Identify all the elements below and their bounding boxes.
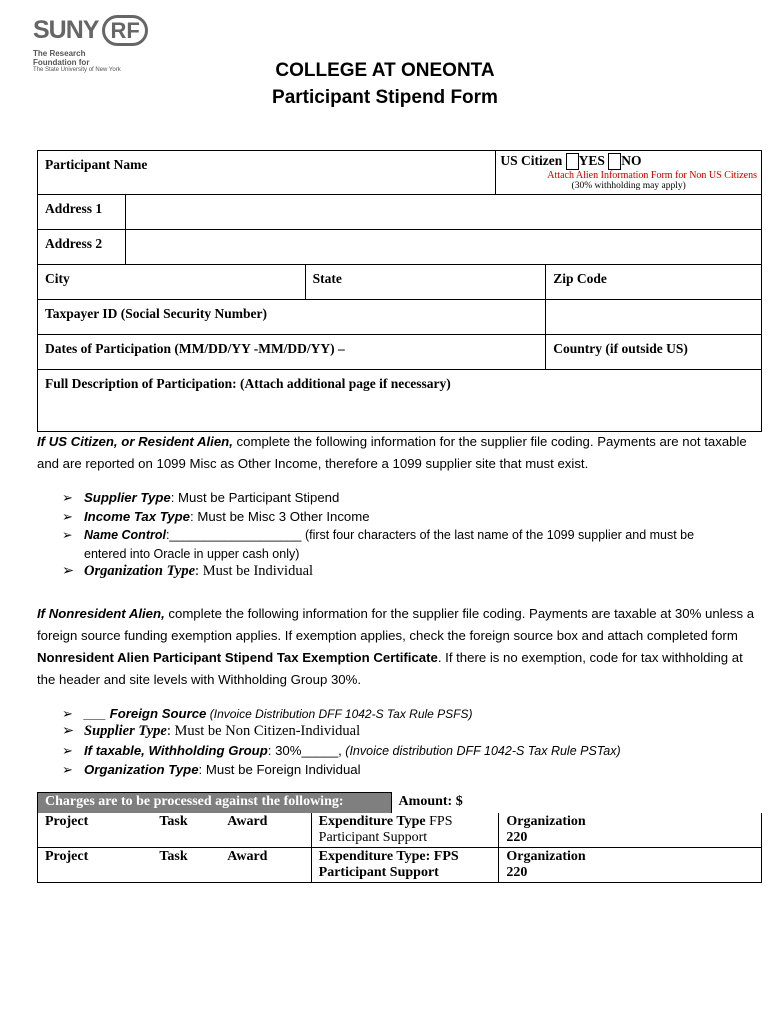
page-subtitle: Participant Stipend Form xyxy=(272,87,498,108)
nra-b4-label: Organization Type xyxy=(84,762,199,777)
us-bullet-3: ➢ Name Control:___________________ (first four characters of the last name of the 1099 supplier and must be entered into Oracle in upper cash only) xyxy=(62,528,695,561)
yes-label: YES xyxy=(578,153,605,168)
nra-text1: complete the following information for the supplier file coding. Payments are taxable at 30% unless a foreign source funding exemption applies. If exemption applies, check the foreign source box and attach completed form xyxy=(37,606,755,643)
amount-field[interactable] xyxy=(391,793,761,813)
participant-name-label: Participant Name xyxy=(45,157,148,172)
us-b4-label: Organization Type xyxy=(84,563,196,579)
award-field[interactable] xyxy=(220,813,311,848)
us-b1-text: : Must be Participant Stipend xyxy=(170,490,340,505)
country-label: Country (if outside US) xyxy=(553,341,688,356)
us-b2-label: Income Tax Type xyxy=(84,509,191,524)
task-field[interactable] xyxy=(152,848,220,883)
expenditure-value: FPS xyxy=(425,813,453,829)
charges-table xyxy=(37,792,762,883)
attach-alien-note: Attach Alien Information Form for Non US Citizens xyxy=(547,170,757,182)
task-label: Task xyxy=(159,849,188,864)
taxpayer-id-extra xyxy=(546,300,762,335)
country-field[interactable] xyxy=(546,335,762,370)
us-bullet-2: ➢ Income Tax Type: Must be Misc 3 Other Income xyxy=(62,509,370,524)
us-b1-label: Supplier Type xyxy=(84,490,171,505)
nra-b1-text: (Invoice Distribution DFF 1042-S Tax Rule PSFS) xyxy=(206,707,473,721)
dates-field[interactable] xyxy=(38,335,546,370)
nra-bullet-3: ➢ If taxable, Withholding Group: 30%_____, (Invoice distribution DFF 1042-S Tax Rule PSTax) xyxy=(62,743,621,758)
nra-form-name: Nonresident Alien Participant Stipend Tax Exemption Certificate xyxy=(37,650,438,665)
us-citizen-label: US Citizen xyxy=(500,153,563,168)
address1-label: Address 1 xyxy=(38,195,126,230)
logo-rf-badge: RF xyxy=(102,15,147,46)
expenditure-cell xyxy=(311,848,499,883)
city-field[interactable] xyxy=(38,265,306,300)
city-label: City xyxy=(45,271,70,286)
nra-b2-label: Supplier Type xyxy=(84,723,167,739)
logo-line3: The State University of New York xyxy=(33,67,121,73)
us-b4-text: : Must be Individual xyxy=(195,563,314,579)
logo-line2: Foundation for xyxy=(33,58,90,67)
award-field[interactable] xyxy=(220,848,311,883)
organization-value: 220 xyxy=(506,865,528,880)
withholding-note: (30% withholding may apply) xyxy=(571,181,686,192)
nra-paragraph xyxy=(37,603,762,691)
us-citizen-lead: If US Citizen, or Resident Alien, xyxy=(37,434,233,449)
project-field[interactable] xyxy=(38,813,153,848)
address2-field[interactable] xyxy=(125,230,761,265)
us-citizen-cell xyxy=(496,151,762,195)
nra-bullet-1: ➢ ___ Foreign Source (Invoice Distribution DFF 1042-S Tax Rule PSFS) xyxy=(62,706,473,721)
dates-label: Dates of Participation (MM/DD/YY -MM/DD/YY) – xyxy=(45,341,345,356)
us-bullet-4: ➢ Organization Type: Must be Individual xyxy=(62,563,314,579)
no-checkbox[interactable] xyxy=(608,153,621,170)
organization-label: Organization xyxy=(506,849,586,864)
us-b2-text: : Must be Misc 3 Other Income xyxy=(190,509,370,524)
nra-bullet-2: ➢ Supplier Type: Must be Non Citizen-Individual xyxy=(62,723,361,739)
award-label: Award xyxy=(227,813,268,829)
nra-b3-label: If taxable, Withholding Group xyxy=(84,743,268,758)
address1-field[interactable] xyxy=(125,195,761,230)
yes-checkbox[interactable] xyxy=(566,153,579,170)
charge-row xyxy=(38,848,762,883)
nra-b1-blank[interactable]: ___ xyxy=(84,706,110,721)
state-label: State xyxy=(312,271,342,286)
description-label: Full Description of Participation: (Attach additional page if necessary) xyxy=(45,376,451,391)
zip-label: Zip Code xyxy=(553,271,607,286)
nra-lead: If Nonresident Alien, xyxy=(37,606,165,621)
organization-cell xyxy=(499,813,762,848)
zip-field[interactable] xyxy=(546,265,762,300)
nra-bullet-4: ➢ Organization Type: Must be Foreign Individual xyxy=(62,762,361,777)
taxpayer-id-label: Taxpayer ID (Social Security Number) xyxy=(45,306,267,321)
project-label: Project xyxy=(45,849,89,864)
us-bullet-1: ➢ Supplier Type: Must be Participant Stipend xyxy=(62,490,340,505)
amount-label: Amount: $ xyxy=(398,793,463,809)
nra-b3-text[interactable]: : 30%_____, xyxy=(267,743,342,758)
us-citizen-text: complete the following information for the supplier file coding. Payments are not taxable and are reported on 1099 Misc as Other Income, therefore a 1099 supplier site that must exist. xyxy=(37,434,747,471)
nra-text2: . If there is no exemption, code for tax withholding at the header and site levels with Withholding Group 30%. xyxy=(37,650,743,687)
us-citizen-paragraph xyxy=(37,431,762,475)
us-b3-text: :___________________ (first four characters of the last name of the 1099 supplier and must be entered into Oracle in upper cash only) xyxy=(84,528,695,561)
state-field[interactable] xyxy=(305,265,546,300)
page-title: COLLEGE AT ONEONTA xyxy=(275,60,495,81)
project-label: Project xyxy=(45,813,89,829)
logo-line1: The Research xyxy=(33,49,86,58)
address2-label: Address 2 xyxy=(38,230,126,265)
charges-header: Charges are to be processed against the following: xyxy=(38,793,392,813)
task-field[interactable] xyxy=(152,813,220,848)
nra-b3-note: (Invoice distribution DFF 1042-S Tax Rule PSTax) xyxy=(341,744,621,758)
expenditure-cell xyxy=(311,813,499,848)
expenditure-line2: Participant Support xyxy=(318,865,439,880)
expenditure-label: Expenditure Type xyxy=(318,813,426,829)
organization-cell xyxy=(499,848,762,883)
organization-label: Organization xyxy=(506,813,586,829)
expenditure-line2: Participant Support xyxy=(318,829,428,845)
project-field[interactable] xyxy=(38,848,153,883)
organization-value: 220 xyxy=(506,829,528,845)
task-label: Task xyxy=(159,813,188,829)
nra-b4-text: : Must be Foreign Individual xyxy=(198,762,361,777)
award-label: Award xyxy=(227,849,268,864)
us-b3-label: Name Control xyxy=(84,528,166,542)
no-label: NO xyxy=(621,153,642,168)
participant-name-field[interactable] xyxy=(38,151,496,195)
expenditure-label: Expenditure Type: FPS xyxy=(318,849,459,864)
nra-b1-label: Foreign Source xyxy=(109,706,207,721)
logo-suny-text: SUNY xyxy=(33,16,99,44)
participant-form xyxy=(37,150,762,432)
charge-row xyxy=(38,813,762,848)
taxpayer-id-field[interactable] xyxy=(38,300,546,335)
nra-b2-text: : Must be Non Citizen-Individual xyxy=(166,723,361,739)
description-field[interactable] xyxy=(38,370,762,432)
